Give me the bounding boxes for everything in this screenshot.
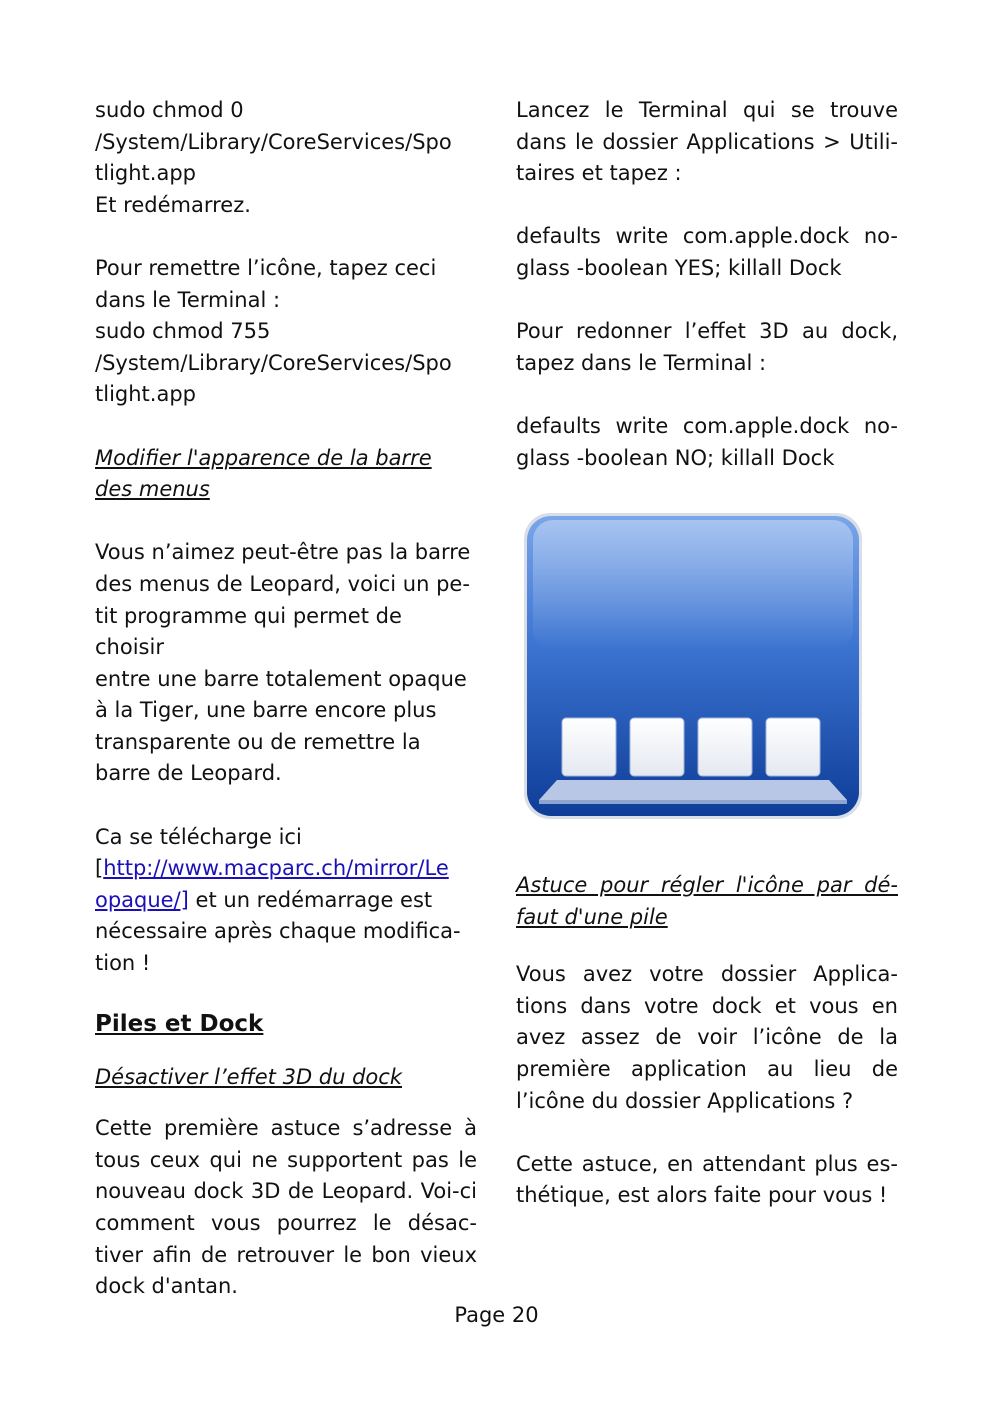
command-chmod-0: sudo chmod 0 /System/Library/CoreServices/Spo tlight.app Et redémarrez. — [95, 98, 452, 217]
section-title: Piles et Dock — [95, 1010, 264, 1037]
right-column-lower — [516, 870, 898, 1212]
heading-pile: Astuce pour régler l'icône par dé-faut d'une pile — [516, 873, 898, 929]
restore-3d-paragraph: Pour redonner l’effet 3D au dock, tapez dans le Terminal : — [516, 319, 898, 375]
heading-3d: Désactiver l’effet 3D du dock — [95, 1064, 402, 1089]
pile-paragraph-2: Cette astuce, en attendant plus es-thétique, est alors faite pour vous ! — [516, 1151, 898, 1208]
para-3d: Cette première astuce s’adresse à tous ceux qui ne supportent pas le nouveau dock 3D de Leopard. Voi-ci comment vous pourrez le désac-tiver afin de retrouver le bon vieux dock d'antan. — [95, 1116, 477, 1299]
download-paragraph: Ca se télécharge ici [http://www.macparc.ch/mirror/Le opaque/] et un redémarrage est nécessaire après chaque modifica- tion ! — [95, 824, 461, 976]
left-column — [95, 95, 477, 1303]
pile-paragraph: Vous avez votre dossier Applica-tions dans votre dock et vous en avez assez de voir l’icône de la première application au lieu de l’icône du dossier Applications ? — [516, 962, 898, 1113]
command-noglass-yes: defaults write com.apple.dock no-glass -boolean YES; killall Dock — [516, 224, 898, 280]
menubar-paragraph: Vous n’aimez peut-être pas la barre des menus de Leopard, voici un pe- tit programme qui permet de choisir entre une barre totalement opaque à la Tiger, une barre encore plus transparente ou de remettre la barre de Leopard. — [95, 540, 471, 786]
restore-icon-paragraph: Pour remettre l’icône, tapez ceci dans le Terminal : sudo chmod 755 /System/Library/CoreServices/Spo tlight.app — [95, 255, 452, 407]
page-number: Page 20 — [454, 1303, 539, 1327]
right-column — [516, 95, 898, 474]
download-link-continued[interactable]: opaque/] — [95, 887, 189, 912]
terminal-intro: Lancez le Terminal qui se trouve dans le dossier Applications > Utili-taires et tapez : — [516, 98, 898, 186]
heading-menubar: Modifier l'apparence de la barre des menus — [95, 445, 432, 502]
command-noglass-no: defaults write com.apple.dock no-glass -boolean NO; killall Dock — [516, 413, 898, 470]
download-link[interactable]: http://www.macparc.ch/mirror/Le — [103, 856, 449, 881]
stack-icon — [521, 510, 865, 822]
